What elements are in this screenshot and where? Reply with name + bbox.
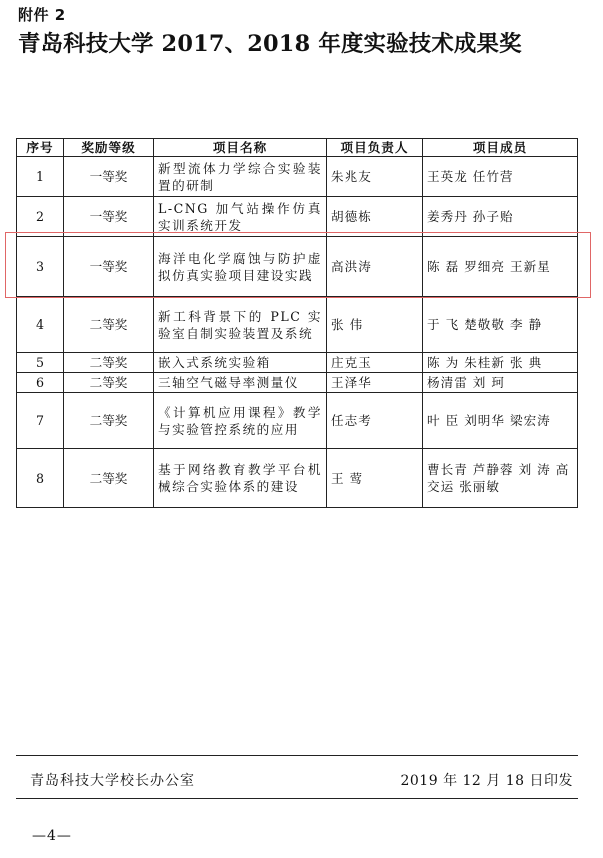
row-project-lead: 王 莺: [327, 449, 423, 508]
row-project-members: 王英龙 任竹营: [423, 157, 578, 197]
row-project-name: 海洋电化学腐蚀与防护虚拟仿真实验项目建设实践: [154, 237, 327, 297]
table-header-row: [17, 139, 578, 157]
issuing-office: 青岛科技大学校长办公室: [30, 773, 195, 789]
page-number: —4—: [32, 828, 72, 844]
row-award-level: 二等奖: [64, 373, 154, 393]
row-project-lead: 王泽华: [327, 373, 423, 393]
table-row: [17, 197, 578, 237]
table-row: [17, 157, 578, 197]
row-project-name: L-CNG 加气站操作仿真实训系统开发: [154, 197, 327, 237]
row-project-members: 于 飞 楚敬敬 李 静: [423, 297, 578, 353]
header-project-lead: 项目负责人: [327, 139, 423, 157]
header-index: 序号: [17, 139, 64, 157]
table-row: [17, 393, 578, 449]
row-project-name: 《计算机应用课程》教学与实验管控系统的应用: [154, 393, 327, 449]
header-project-members: 项目成员: [423, 139, 578, 157]
row-index: 3: [17, 237, 64, 297]
document-title: 青岛科技大学 2017、2018 年度实验技术成果奖: [18, 31, 522, 57]
row-project-lead: 任志考: [327, 393, 423, 449]
table-row: [17, 297, 578, 353]
row-project-members: 杨清雷 刘 珂: [423, 373, 578, 393]
row-project-members: 陈 磊 罗细亮 王新星: [423, 237, 578, 297]
row-index: 1: [17, 157, 64, 197]
row-award-level: 一等奖: [64, 157, 154, 197]
row-project-members: 陈 为 朱桂新 张 典: [423, 353, 578, 373]
row-project-name: 基于网络教育教学平台机械综合实验体系的建设: [154, 449, 327, 508]
row-project-members: 叶 臣 刘明华 梁宏涛: [423, 393, 578, 449]
row-project-members: 姜秀丹 孙子贻: [423, 197, 578, 237]
awards-table: [16, 138, 578, 508]
header-project-name: 项目名称: [154, 139, 327, 157]
row-project-name: 新型流体力学综合实验装置的研制: [154, 157, 327, 197]
row-award-level: 一等奖: [64, 237, 154, 297]
footer-top-rule: [16, 755, 578, 756]
row-award-level: 二等奖: [64, 393, 154, 449]
row-project-lead: 高洪涛: [327, 237, 423, 297]
row-award-level: 二等奖: [64, 297, 154, 353]
row-project-lead: 朱兆友: [327, 157, 423, 197]
row-index: 2: [17, 197, 64, 237]
table-row: [17, 373, 578, 393]
row-award-level: 二等奖: [64, 449, 154, 508]
row-award-level: 一等奖: [64, 197, 154, 237]
row-award-level: 二等奖: [64, 353, 154, 373]
row-project-lead: 庄克玉: [327, 353, 423, 373]
table-row: [17, 353, 578, 373]
row-project-lead: 张 伟: [327, 297, 423, 353]
attachment-label: 附件 2: [18, 6, 66, 24]
row-project-lead: 胡德栋: [327, 197, 423, 237]
footer-bottom-rule: [16, 798, 578, 799]
row-index: 8: [17, 449, 64, 508]
issue-date: 2019 年 12 月 18 日印发: [400, 773, 573, 789]
row-project-name: 嵌入式系统实验箱: [154, 353, 327, 373]
row-index: 4: [17, 297, 64, 353]
header-award-level: 奖励等级: [64, 139, 154, 157]
row-index: 5: [17, 353, 64, 373]
row-index: 7: [17, 393, 64, 449]
row-project-name: 三轴空气磁导率测量仪: [154, 373, 327, 393]
row-index: 6: [17, 373, 64, 393]
row-project-name: 新工科背景下的 PLC 实验室自制实验装置及系统: [154, 297, 327, 353]
table-row: [17, 237, 578, 297]
row-project-members: 曹长青 芦静蓉 刘 涛 高交运 张丽敏: [423, 449, 578, 508]
table-row: [17, 449, 578, 508]
